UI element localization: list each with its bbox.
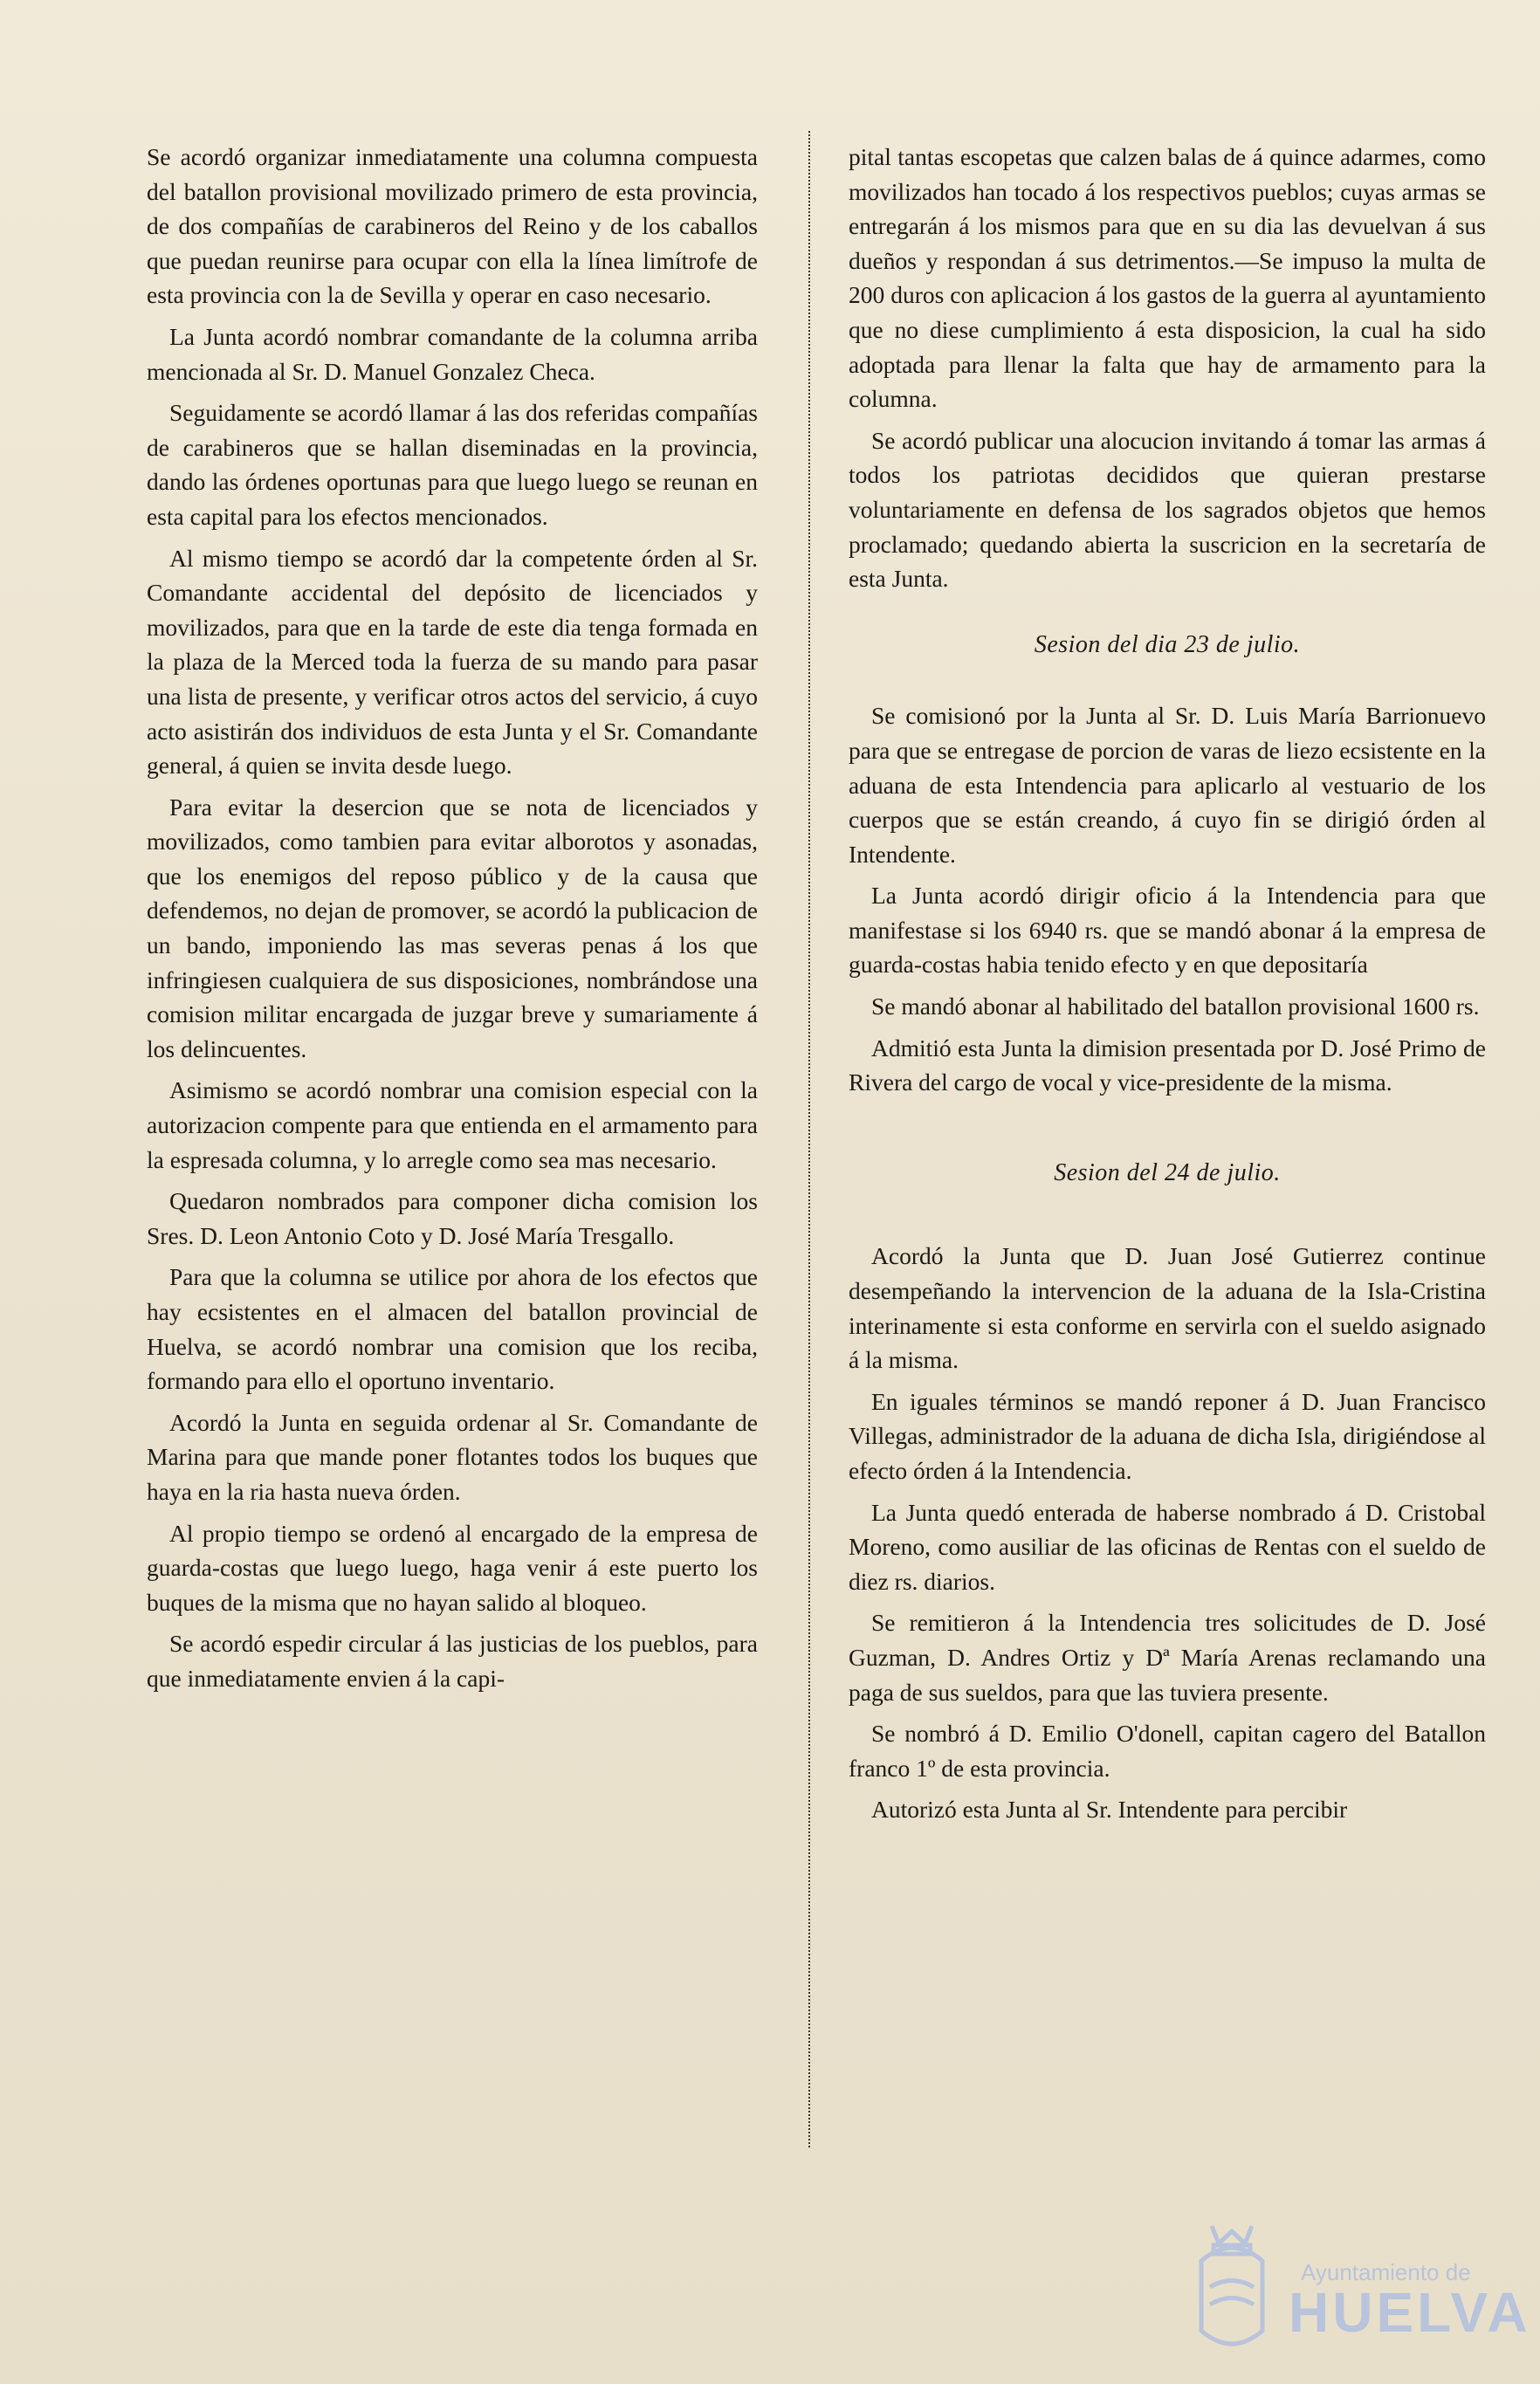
paragraph: Seguidamente se acordó llamar á las dos referidas compañías de carabineros que se hallan diseminadas en la provincia, dando las órdenes oportunas para que luego luego se reunan en esta capital para los efectos mencionados.: [147, 399, 758, 530]
paragraph: Acordó la Junta que D. Juan José Gutierrez continue desempeñando la intervencion de la aduana de la Isla-Cristina interinamente si esta conforme en servirla con el sueldo asignado á la misma.: [849, 1242, 1486, 1374]
column-divider: [808, 131, 810, 2147]
paragraph: La Junta acordó dirigir oficio á la Intendencia para que manifestase si los 6940 rs. que se mandó abonar á la empresa de guarda-costas habia tenido efecto y en que depositaría: [849, 882, 1486, 979]
session-heading-23: Sesion del dia 23 de julio.: [1034, 630, 1301, 658]
left-column: [147, 140, 758, 1703]
paragraph: En iguales términos se mandó reponer á D. Juan Francisco Villegas, administrador de la aduana de dicha Isla, dirigiéndose al efecto órden á la Intendencia.: [849, 1387, 1486, 1484]
paragraph: Autorizó esta Junta al Sr. Intendente para percibir: [871, 1796, 1348, 1824]
paragraph: Al mismo tiempo se acordó dar la competente órden al Sr. Comandante accidental del depósito de licenciados y movilizados, para que en la tarde de este dia tenga formada en la plaza de la Merced toda la fuerza de su mando para pasar una lista de presente, y verificar otros actos del servicio, á cuyo acto asistirán dos individuos de esta Junta y el Sr. Comandante general, á quien se invita desde luego.: [147, 544, 758, 780]
paragraph: Se comisionó por la Junta al Sr. D. Luis María Barrionuevo para que se entregase de porcion de varas de liezo ecsistente en la aduana de esta Intendencia para aplicarlo al vestuario de los cuerpos que se están creando, á cuyo fin se dirigió órden al Intendente.: [849, 702, 1486, 868]
paragraph: pital tantas escopetas que calzen balas de á quince adarmes, como movilizados han tocado á los respectivos pueblos; cuyas armas se entregarán á los mismos para que en su dia las devuelvan á sus dueños y respondan á sus detrimentos.—Se impuso la multa de 200 duros con aplicacion á los gastos de la guerra al ayuntamiento que no diese cumplimiento á esta disposicion, la cual ha sido adoptada para llenar la falta que hay de armamento para la columna.: [849, 143, 1486, 413]
paragraph: Se acordó espedir circular á las justicias de los pueblos, para que inmediatamente envien á la capi-: [147, 1630, 758, 1692]
session-heading-24: Sesion del 24 de julio.: [1054, 1158, 1281, 1186]
watermark-title: HUELVA: [1289, 2281, 1531, 2344]
paragraph: Asimismo se acordó nombrar una comision especial con la autorizacion compente para que entienda en el armamento para la espresada columna, y lo arregle como sea mas necesario.: [147, 1076, 758, 1173]
watermark-text: Ayuntamiento de: [1301, 2259, 1471, 2285]
paragraph: Acordó la Junta en seguida ordenar al Sr. Comandante de Marina para que mande poner flotantes todos los buques que haya en la ria hasta nueva órden.: [147, 1408, 758, 1505]
paragraph: La Junta acordó nombrar comandante de la columna arriba mencionada al Sr. D. Manuel Gonzalez Checa.: [147, 322, 758, 385]
paragraph: Se acordó organizar inmediatamente una columna compuesta del batallon provisional movilizado primero de esta provincia, de dos compañías de carabineros del Reino y de los caballos que puedan reunirse para ocupar con ella la línea limítrofe de esta provincia con la de Sevilla y operar en caso necesario.: [147, 143, 758, 309]
paragraph: Se mandó abonar al habilitado del batallon provisional 1600 rs.: [871, 993, 1480, 1020]
paragraph: Para que la columna se utilice por ahora de los efectos que hay ecsistentes en el almacen del batallon provincial de Huelva, se acordó nombrar una comision que los reciba, formando para ello el oportuno inventario.: [147, 1263, 758, 1395]
paragraph: Al propio tiempo se ordenó al encargado de la empresa de guarda-costas que luego luego, haga venir á este puerto los buques de la misma que no hayan salido al bloqueo.: [147, 1519, 758, 1616]
paragraph: Se nombró á D. Emilio O'donell, capitan cagero del Batallon franco 1º de esta provincia.: [849, 1720, 1486, 1782]
paragraph: Se acordó publicar una alocucion invitando á tomar las armas á todos los patriotas decididos que quieran prestarse voluntariamente en defensa de los sagrados objetos que hemos proclamado; quedando abierta la suscricion en la secretaría de esta Junta.: [849, 426, 1486, 593]
paragraph: Se remitieron á la Intendencia tres solicitudes de D. José Guzman, D. Andres Ortiz y Dª María Arenas reclamando una paga de sus sueldos, para que las tuviera presente.: [849, 1609, 1486, 1706]
paragraph: La Junta quedó enterada de haberse nombrado á D. Cristobal Moreno, como ausiliar de las oficinas de Rentas con el sueldo de diez rs. diarios.: [849, 1498, 1486, 1595]
paragraph: Admitió esta Junta la dimision presentada por D. José Primo de Rivera del cargo de vocal y vice-presidente de la misma.: [849, 1034, 1486, 1096]
right-column: [849, 140, 1486, 1834]
paragraph: Para evitar la desercion que se nota de licenciados y movilizados, como tambien para evitar alborotos y asonadas, que los enemigos del reposo público y de la causa que defendemos, no dejan de promover, se acordó la publicacion de un bando, imponiendo las mas severas penas á los que infringiesen cualquiera de sus disposiciones, nombrándose una comision militar encargada de juzgar breve y sumariamente á los delincuentes.: [147, 793, 758, 1062]
paragraph: Quedaron nombrados para componer dicha comision los Sres. D. Leon Antonio Coto y D. José María Tresgallo.: [147, 1187, 758, 1249]
